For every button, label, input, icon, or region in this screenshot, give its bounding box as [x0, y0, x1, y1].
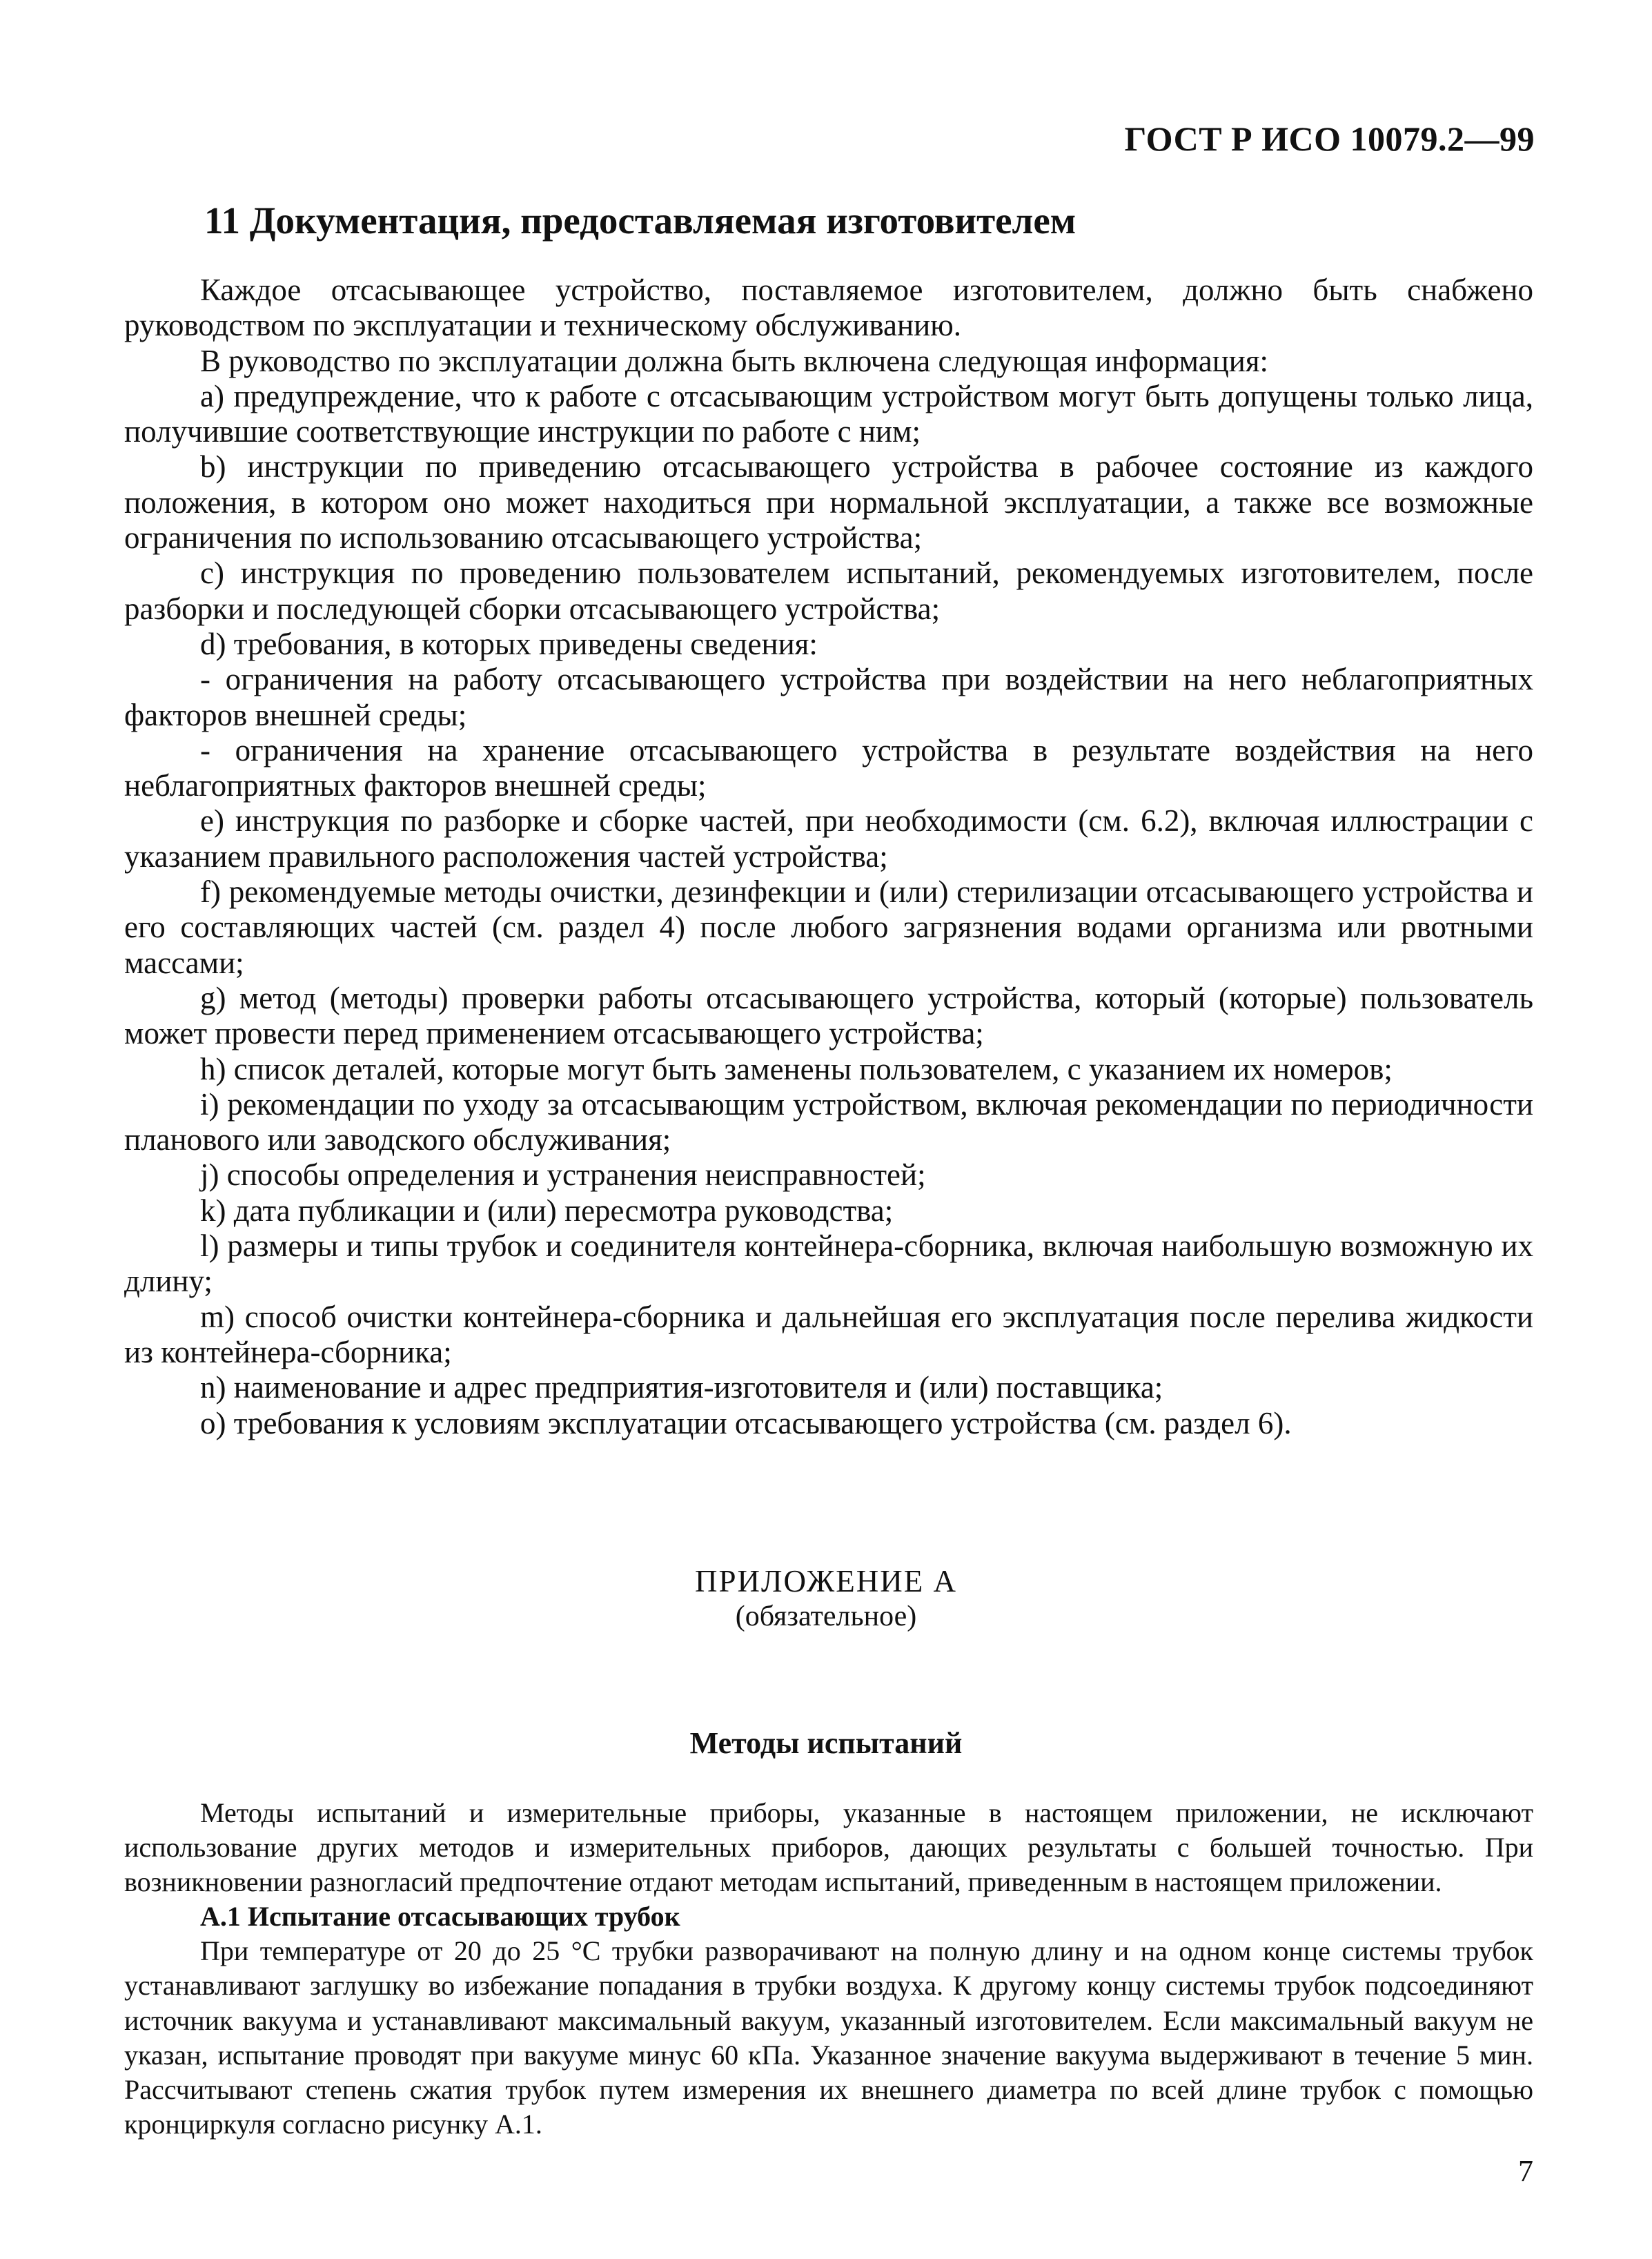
list-item: g) метод (методы) проверки работы отсасывающего устройства, который (которые) пользователь может провести перед применением отсасывающего устройства;	[124, 980, 1533, 1051]
list-item: h) список деталей, которые могут быть заменены пользователем, с указанием их номеров;	[200, 1051, 1393, 1086]
list-item: l) размеры и типы трубок и соединителя контейнера-сборника, включая наибольшую возможную их длину;	[124, 1229, 1533, 1299]
list-item: c) инструкция по проведению пользователем испытаний, рекомендуемых изготовителем, после разборки и последующей сборки отсасывающего устройства;	[124, 556, 1533, 626]
list-item: f) рекомендуемые методы очистки, дезинфекции и (или) стерилизации отсасывающего устройства и его составляющих частей (см. раздел 4) после любого загрязнения водами организма или рвотными массами;	[124, 874, 1533, 980]
section-title: 11 Документация, предоставляемая изготовителем	[204, 199, 1076, 242]
annex-intro: Методы испытаний и измерительные приборы, указанные в настоящем приложении, не исключают использование других методов и измерительных приборов, дающих результаты с большей точностью. При возникновении разногласий предпочтение отдают методам испытаний, приведенным в настоящем приложении.	[124, 1797, 1533, 1898]
subsection-title: А.1 Испытание отсасывающих трубок	[200, 1901, 680, 1933]
annex-body	[124, 1796, 1533, 2142]
list-item: j) способы определения и устранения неисправностей;	[200, 1157, 926, 1193]
list-item: m) способ очистки контейнера-сборника и дальнейшая его эксплуатация после перелива жидкости из контейнера-сборника;	[124, 1299, 1533, 1369]
list-item: - ограничения на работу отсасывающего устройства при воздействии на него неблагоприятных факторов внешней среды;	[124, 662, 1533, 732]
list-item: i) рекомендации по уходу за отсасывающим устройством, включая рекомендации по периодичности планового или заводского обслуживания;	[124, 1086, 1533, 1157]
list-item: e) инструкция по разборке и сборке частей, при необходимости (см. 6.2), включая иллюстрации с указанием правильного расположения частей устройства;	[124, 803, 1533, 874]
list-item: n) наименование и адрес предприятия-изготовителя и (или) поставщика;	[200, 1370, 1163, 1405]
paragraph: В руководство по эксплуатации должна быть включена следующая информация:	[200, 343, 1269, 378]
annex-status: (обязательное)	[735, 1601, 917, 1632]
list-item: b) инструкции по приведению отсасывающего устройства в рабочее состояние из каждого положения, в котором оно может находиться при нормальной эксплуатации, а также все возможные ограничения по использованию отсасывающего устройства;	[124, 449, 1533, 556]
section-body	[124, 273, 1533, 1441]
list-item: a) предупреждение, что к работе с отсасывающим устройством могут быть допущены только лица, получившие соответствующие инструкции по работе с ним;	[124, 378, 1533, 449]
list-item: o) требования к условиям эксплуатации отсасывающего устройства (см. раздел 6).	[200, 1405, 1292, 1440]
list-item: d) требования, в которых приведены сведения:	[200, 626, 818, 661]
subsection-text: При температуре от 20 до 25 °С трубки разворачивают на полную длину и на одном конце системы трубок устанавливают заглушку во избежание попадания в трубки воздуха. К другому концу системы трубок подсоединяют источник вакуума и устанавливают максимальный вакуум, указанный изготовителем. Если максимальный вакуум не указан, испытание проводят при вакууме минус 60 кПа. Указанное значение вакуума выдерживают в течение 5 мин. Рассчитывают степень сжатия трубок путем измерения их внешнего диаметра по всей длине трубок с помощью кронциркуля согласно рисунку А.1.	[124, 1935, 1533, 2140]
list-item: k) дата публикации и (или) пересмотра руководства;	[200, 1193, 894, 1228]
annex-title: Методы испытаний	[689, 1726, 963, 1760]
list-item: - ограничения на хранение отсасывающего устройства в результате воздействия на него неблагоприятных факторов внешней среды;	[124, 732, 1533, 803]
page-number: 7	[1518, 2154, 1533, 2188]
paragraph: Каждое отсасывающее устройство, поставляемое изготовителем, должно быть снабжено руководством по эксплуатации и техническому обслуживанию.	[124, 273, 1533, 343]
annex-label: ПРИЛОЖЕНИЕ А	[695, 1564, 957, 1598]
document-code: ГОСТ Р ИСО 10079.2—99	[1124, 119, 1535, 158]
